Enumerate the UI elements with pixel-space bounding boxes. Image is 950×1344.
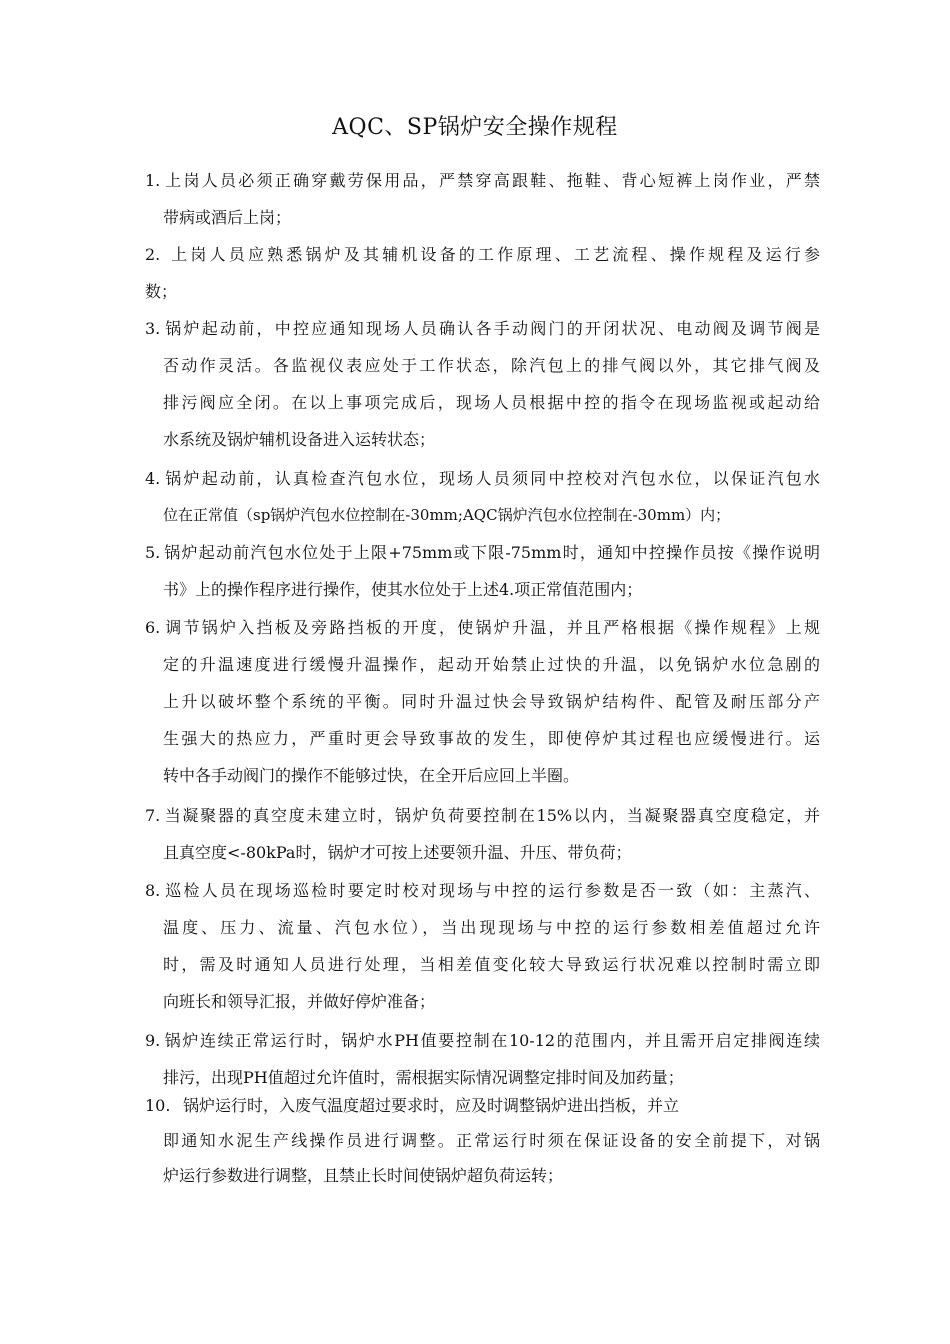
rule-item-6 (145, 609, 820, 794)
rule-line: 6. 调节锅炉入挡板及旁路挡板的开度，使锅炉升温，并且严格根据《操作规程》上规 (145, 609, 820, 646)
rule-item-9 (145, 1022, 820, 1096)
rule-line: 炉运行参数进行调整，且禁止长时间使锅炉超负荷运转； (163, 1166, 564, 1185)
rule-line: 数； (145, 282, 178, 301)
rule-line: 否动作灵活。各监视仪表应处于工作状态，除汽包上的排气阀以外，其它排气阀及 (163, 356, 820, 375)
rule-line: 1. 上岗人员必须正确穿戴劳保用品，严禁穿高跟鞋、拖鞋、背心短裤上岗作业，严禁 (145, 162, 820, 199)
rule-item-10 (145, 1088, 820, 1193)
rule-line: 生强大的热应力，严重时更会导致事故的发生，即使停炉其过程也应缓慢进行。运 (163, 729, 820, 748)
item-number: 8. (145, 881, 161, 900)
rule-item-3 (145, 310, 820, 458)
rule-line: 书》上的操作程序进行操作，使其水位处于上述4.项正常值范围内； (163, 580, 643, 599)
rule-line: 7. 当凝聚器的真空度未建立时，锅炉负荷要控制在15%以内，当凝聚器真空度稳定，并 (145, 797, 820, 834)
rule-line: 排污阀应全闭。在以上事项完成后，现场人员根据中控的指令在现场监视或起动给 (163, 393, 820, 412)
rule-line: 定的升温速度进行缓慢升温操作，起动开始禁止过快的升温，以免锅炉水位急剧的 (163, 655, 820, 674)
item-number: 7. (145, 806, 161, 825)
rule-line: 4. 锅炉起动前，认真检查汽包水位，现场人员须同中控校对汽包水位，以保证汽包水 (145, 460, 820, 497)
rule-line: 带病或酒后上岗； (163, 208, 292, 227)
rule-line: 水系统及锅炉辅机设备进入运转状态； (163, 430, 436, 449)
rule-line: 10. 锅炉运行时，入废气温度超过要求时，应及时调整锅炉进出挡板，并立 (145, 1088, 820, 1123)
rule-line: 且真空度<-80kPa时，锅炉才可按上述要领升温、升压、带负荷； (163, 843, 632, 862)
rule-line: 排污，出现PH值超过允许值时，需根据实际情况调整定排时间及加药量； (163, 1068, 684, 1087)
rule-line: 即通知水泥生产线操作员进行调整。正常运行时须在保证设备的安全前提下，对锅 (163, 1131, 820, 1150)
rule-item-2 (145, 236, 820, 310)
rule-item-5 (145, 534, 820, 608)
item-number: 5. (145, 543, 161, 562)
rule-line: 时，需及时通知人员进行处理，当相差值变化较大导致运行状况难以控制时需立即 (163, 955, 820, 974)
page-title: AQC、SP锅炉安全操作规程 (332, 115, 618, 140)
rule-item-4 (145, 460, 820, 534)
item-number: 3. (145, 319, 161, 338)
rule-line: 5. 锅炉起动前汽包水位处于上限+75mm或下限-75mm时，通知中控操作员按《操作说明 (145, 534, 820, 571)
item-number: 9. (145, 1031, 161, 1050)
item-number: 4. (145, 469, 161, 488)
rule-line: 转中各手动阀门的操作不能够过快，在全开后应回上半圈。 (163, 766, 580, 785)
rule-line: 9. 锅炉连续正常运行时，锅炉水PH值要控制在10-12的范围内，并且需开启定排阀连续 (145, 1022, 820, 1059)
rule-line: 3. 锅炉起动前，中控应通知现场人员确认各手动阀门的开闭状况、电动阀及调节阀是 (145, 310, 820, 347)
item-number: 2. (145, 245, 161, 264)
item-number: 1. (145, 171, 161, 190)
rule-line: 向班长和领导汇报，并做好停炉准备； (163, 992, 436, 1011)
rule-line: 温度、压力、流量、汽包水位），当出现现场与中控的运行参数相差值超过允许 (163, 918, 820, 937)
rule-item-8 (145, 872, 820, 1020)
rule-line: 8. 巡检人员在现场巡检时要定时校对现场与中控的运行参数是否一致（如：主蒸汽、 (145, 872, 820, 909)
item-number: 6. (145, 618, 161, 637)
item-number: 10. (145, 1096, 171, 1115)
rule-item-7 (145, 797, 820, 871)
rule-line: 2. 上岗人员应熟悉锅炉及其辅机设备的工作原理、工艺流程、操作规程及运行参 (145, 236, 820, 273)
rule-line: 位在正常值（sp锅炉汽包水位控制在-30mm;AQC锅炉汽包水位控制在-30mm）内； (163, 506, 731, 524)
rule-line: 上升以破坏整个系统的平衡。同时升温过快会导致锅炉结构件、配管及耐压部分产 (163, 692, 820, 711)
rule-item-1 (145, 162, 820, 236)
